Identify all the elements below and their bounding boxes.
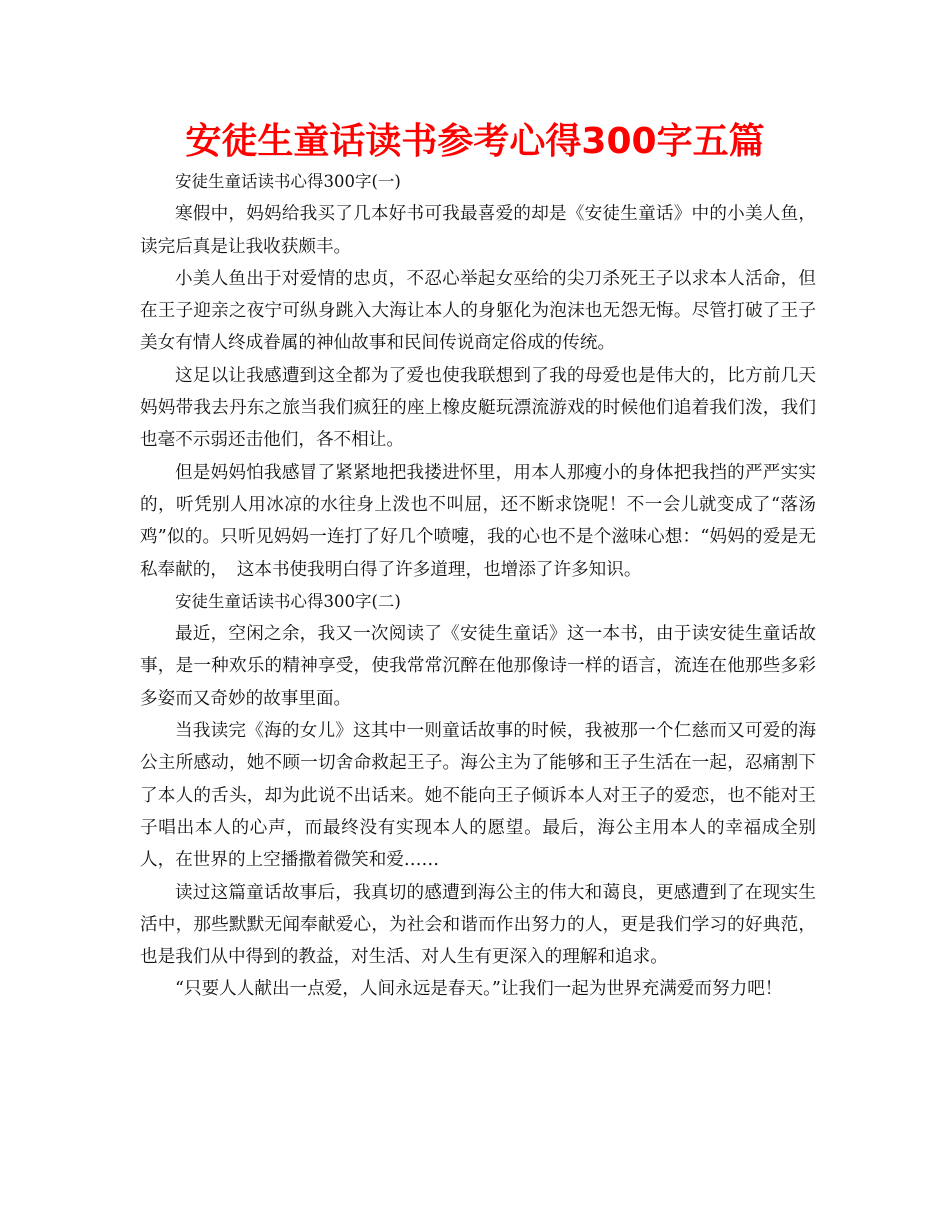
body-paragraph: 小美人鱼出于对爱情的忠贞，不忍心举起女巫给的尖刀杀死王子以求本人活命，但在王子迎亲之夜宁可纵身跳入大海让本人的身躯化为泡沫也无怨无悔。尽管打破了王子美女有情人终成眷属的神仙故事和民间传说商定俗成的传统。 <box>140 268 816 354</box>
document-title: 安徒生童话读书参考心得300字五篇 <box>185 121 765 162</box>
body-paragraph: 读过这篇童话故事后，我真切的感遭到海公主的伟大和蔼良，更感遭到了在现实生活中，那些默默无闻奉献爱心，为社会和谐而作出努力的人，更是我们学习的好典范，也是我们从中得到的教益，对生活、对人生有更深入的理解和追求。 <box>140 882 816 968</box>
body-paragraph: 当我读完《海的女儿》这其中一则童话故事的时候，我被那一个仁慈而又可爱的海公主所感动，她不顾一切舍命救起王子。海公主为了能够和王子生活在一起，忍痛割下了本人的舌头，却为此说不出话来。她不能向王子倾诉本人对王子的爱恋，也不能对王子唱出本人的心声，而最终没有实现本人的愿望。最后，海公主用本人的幸福成全别人，在世界的上空播撒着微笑和爱…… <box>140 721 816 871</box>
body-paragraph: 这足以让我感遭到这全都为了爱也使我联想到了我的母爱也是伟大的，比方前几天妈妈带我去丹东之旅当我们疯狂的座上橡皮艇玩漂流游戏的时候他们追着我们泼，我们也毫不示弱还击他们，各不相让。 <box>140 365 816 451</box>
body-paragraph: “只要人人献出一点爱，人间永远是春天。”让我们一起为世界充满爱而努力吧！ <box>175 979 783 1000</box>
document-body <box>140 166 816 1006</box>
section-heading: 安徒生童话读书心得300字(二) <box>175 591 401 611</box>
body-paragraph: 但是妈妈怕我感冒了紧紧地把我搂进怀里，用本人那瘦小的身体把我挡的严严实实的，听凭别人用冰凉的水往身上泼也不叫屈，还不断求饶呢！不一会儿就变成了“落汤鸡”似的。只听见妈妈一连打了好几个喷嚏，我的心也不是个滋味心想：“妈妈的爱是无私奉献的， 这本书使我明白得了许多道理，也增添了许多知识。 <box>140 462 816 580</box>
section-heading: 安徒生童话读书心得300字(一) <box>175 172 401 191</box>
body-paragraph: 寒假中，妈妈给我买了几本好书可我最喜爱的却是《安徒生童话》中的小美人鱼，读完后真是让我收获颇丰。 <box>140 204 816 257</box>
body-paragraph: 最近，空闲之余，我又一次阅读了《安徒生童话》这一本书，由于读安徒生童话故事，是一种欢乐的精神享受，使我常常沉醉在他那像诗一样的语言，流连在他那些多彩多姿而又奇妙的故事里面。 <box>140 624 816 709</box>
